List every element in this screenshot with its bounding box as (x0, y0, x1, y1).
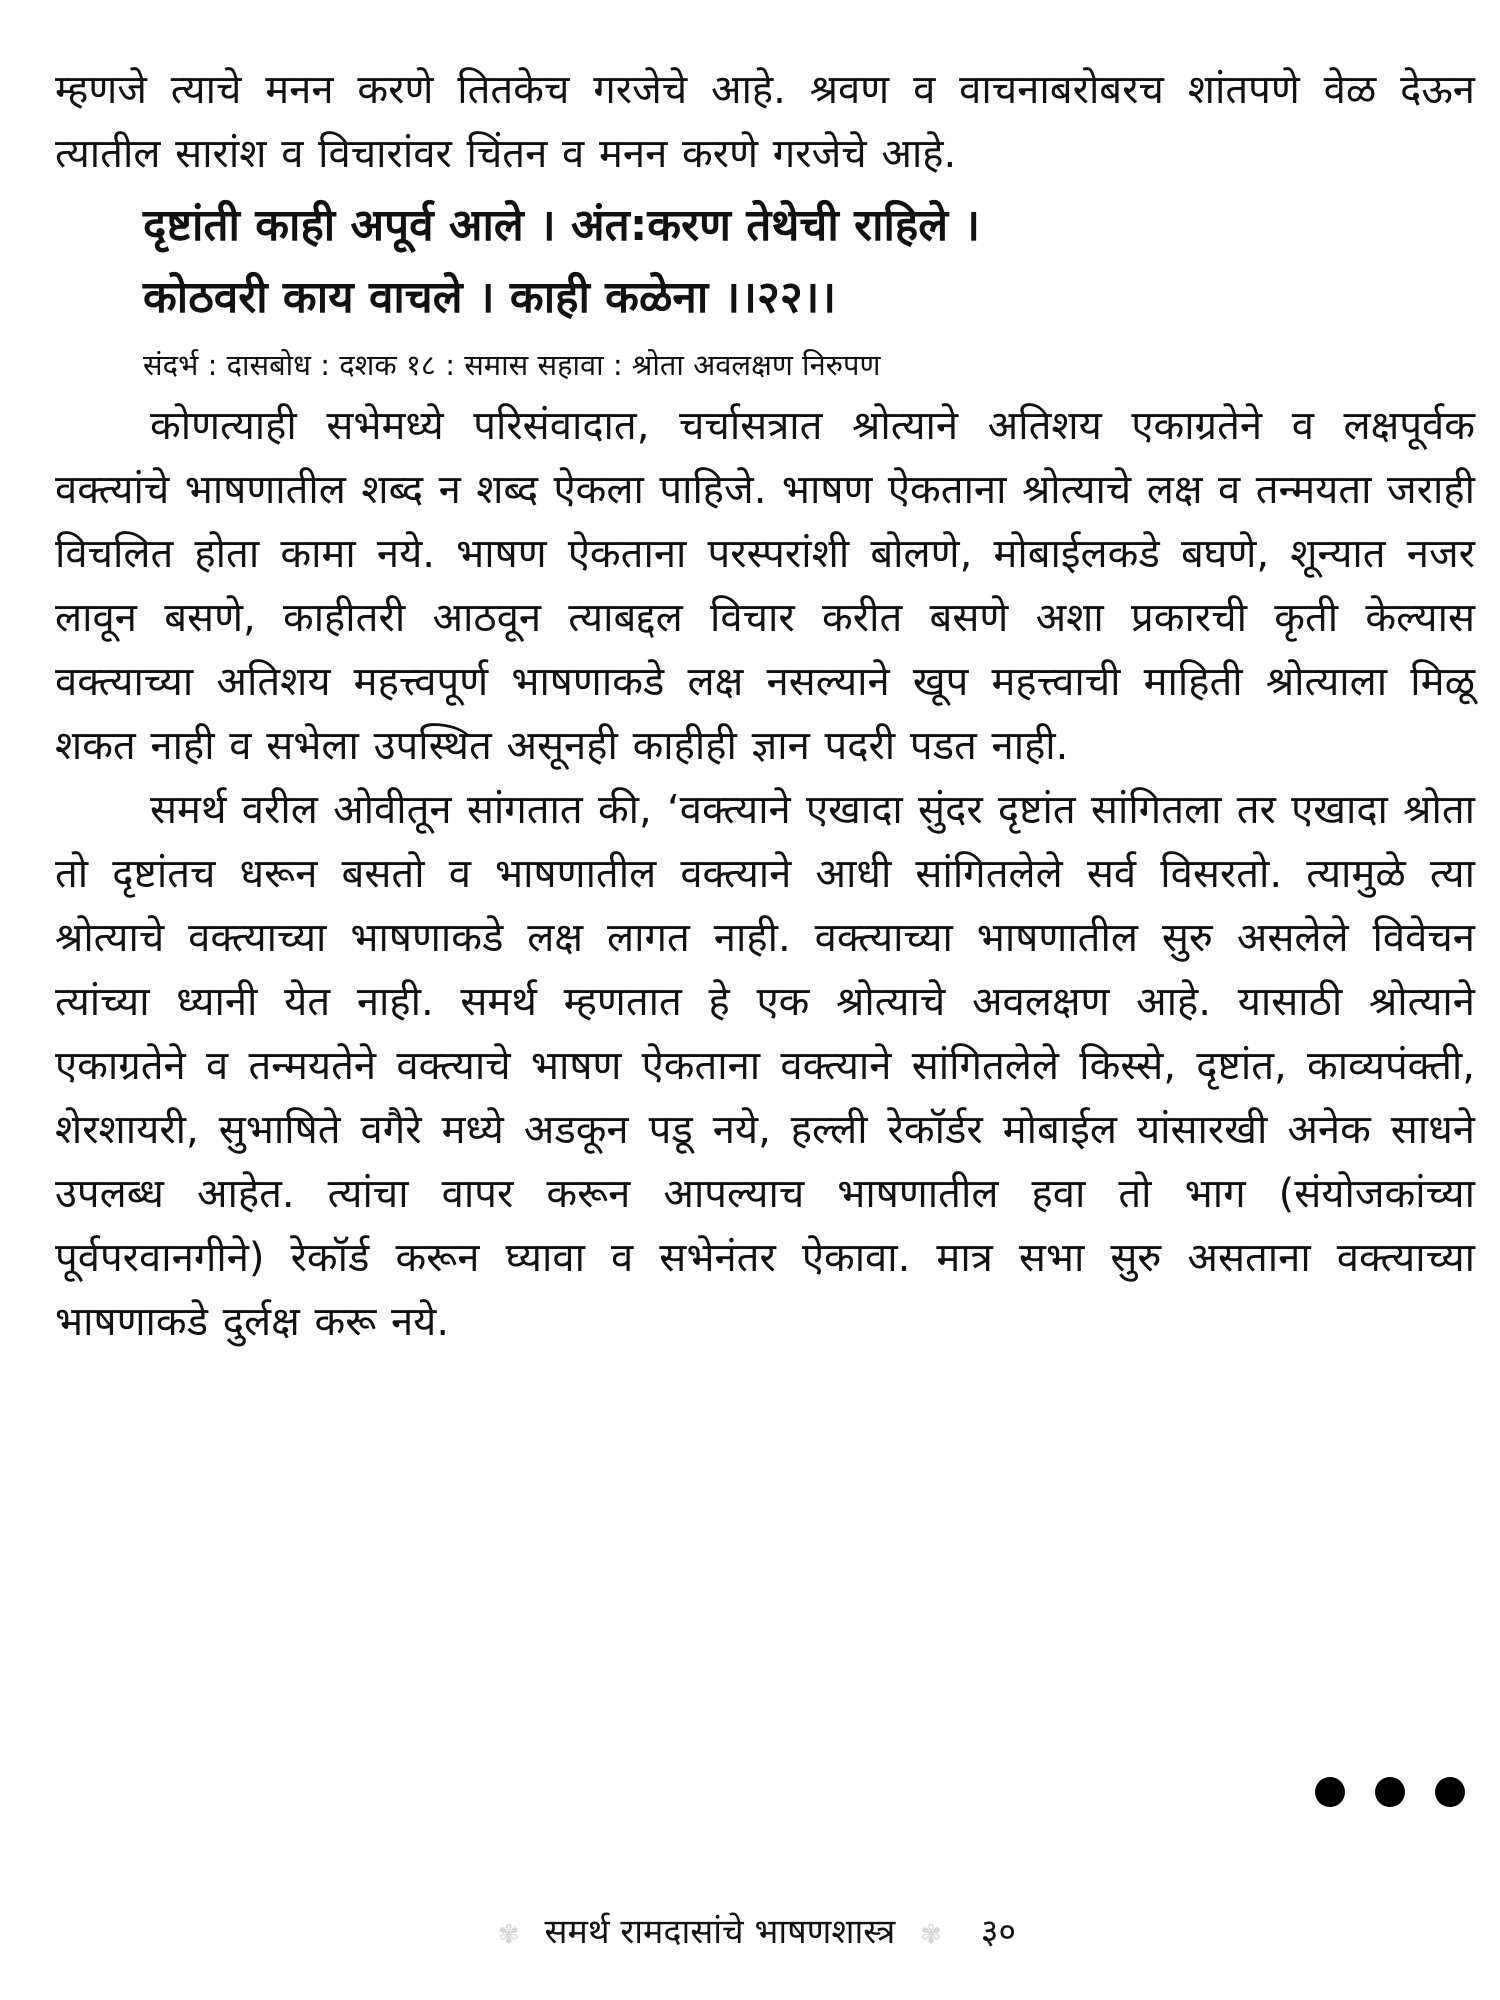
paragraph-intro: म्हणजे त्याचे मनन करणे तितकेच गरजेचे आहे. श्रवण व वाचनाबरोबरच शांतपणे वेळ देऊन त्यातील सारांश व विचारांवर चिंतन व मनन करणे गरजेचे आहे. (55, 67, 1475, 177)
dot-icon (1315, 1777, 1345, 1807)
dot-icon (1375, 1777, 1405, 1807)
verse-block (55, 190, 1475, 334)
verse-line-2: कोठवरी काय वाचले । काही कळेना ।।२२।। (143, 272, 836, 323)
ornament-icon: ✾ (920, 1920, 942, 1950)
dot-icon (1435, 1777, 1465, 1807)
paragraph-samarth-explanation: समर्थ वरील ओवीतून सांगतात की, ‘वक्त्याने एखादा सुंदर दृष्टांत सांगितला तर एखादा श्रोता तो दृष्टांतच धरून बसतो व भाषणातील वक्त्याने आधी सांगितलेले सर्व विसरतो. त्यामुळे त्या श्रोत्याचे वक्त्याच्या भाषणाकडे लक्ष लागत नाही. वक्त्याच्या भाषणातील सुरु असलेले विवेचन त्यांच्या ध्यानी येत नाही. समर्थ म्हणतात हे एक श्रोत्याचे अवलक्षण आहे. यासाठी श्रोत्याने एकाग्रतेने व तन्मयतेने वक्त्याचे भाषण ऐकताना वक्त्याने सांगितलेले किस्से, दृष्टांत, काव्यपंक्ती, शेरशायरी, सुभाषिते वगैरे मध्ये अडकून पडू नये, हल्ली रेकॉर्डर मोबाईल यांसारखी अनेक साधने उपलब्ध आहेत. त्यांचा वापर करून आपल्याच भाषणातील हवा तो भाग (संयोजकांच्या पूर्वपरवानगीने) रेकॉर्ड करून घ्यावा व सभेनंतर ऐकावा. मात्र सभा सुरु असताना वक्त्याच्या भाषणाकडे दुर्लक्ष करू नये. (55, 787, 1475, 1345)
end-of-section-dots (1315, 1777, 1465, 1807)
page-footer (0, 1910, 1500, 1957)
paragraph-listener-focus: कोणत्याही सभेमध्ये परिसंवादात, चर्चासत्रात श्रोत्याने अतिशय एकाग्रतेने व लक्षपूर्वक वक्त्यांचे भाषणातील शब्द न शब्द ऐकला पाहिजे. भाषण ऐकताना श्रोत्याचे लक्ष व तन्मयता जराही विचलित होता कामा नये. भाषण ऐकताना परस्परांशी बोलणे, मोबाईलकडे बघणे, शून्यात नजर लावून बसणे, काहीतरी आठवून त्याबद्दल विचार करीत बसणे अशा प्रकारची कृती केल्यास वक्त्याच्या अतिशय महत्त्वपूर्ण भाषणाकडे लक्ष नसल्याने खूप महत्त्वाची माहिती श्रोत्याला मिळू शकत नाही व सभेला उपस्थित असूनही काहीही ज्ञान पदरी पडत नाही. (55, 403, 1475, 769)
page-number: ३० (980, 1912, 1017, 1952)
footer-book-title: समर्थ रामदासांचे भाषणशास्त्र (544, 1912, 896, 1952)
verse-line-1: दृष्टांती काही अपूर्व आले । अंत:करण तेथेची राहिले । (143, 200, 981, 251)
page-body (55, 58, 1475, 1354)
reference-citation: संदर्भ : दासबोध : दशक १८ : समास सहावा : श्रोता अवलक्षण निरुपण (143, 348, 881, 382)
ornament-icon: ✾ (497, 1920, 520, 1950)
